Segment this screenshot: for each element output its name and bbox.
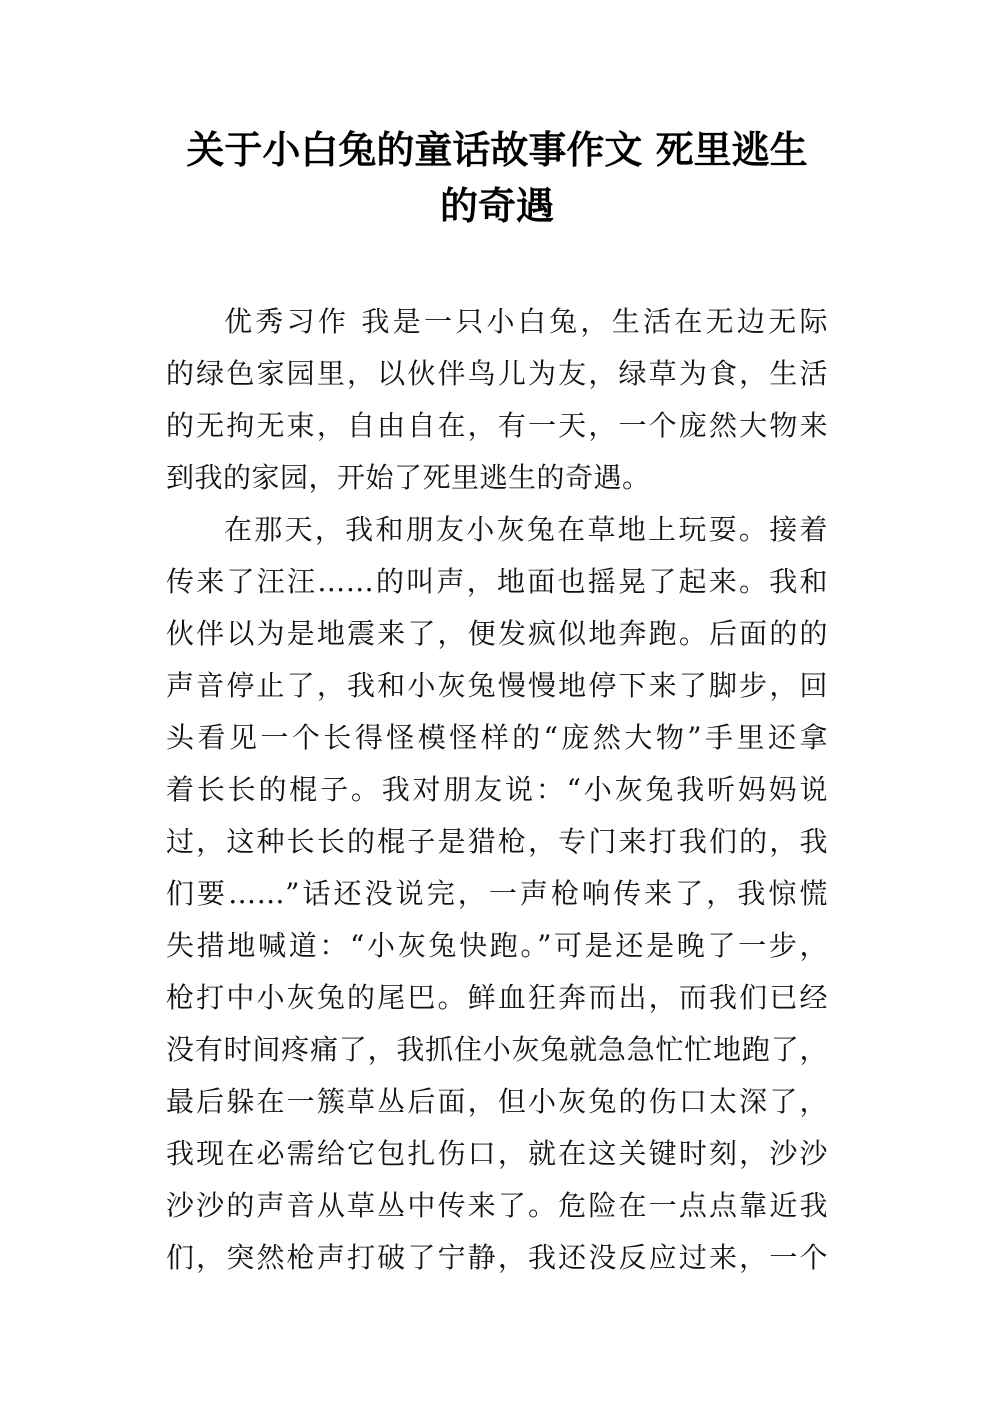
text-line: 枪打中小灰兔的尾巴。鲜血狂奔而出，而我们已经: [166, 981, 828, 1014]
text-line: 在那天，我和朋友小灰兔在草地上玩耍。接着: [224, 513, 828, 546]
text-line: 失措地喊道：“小灰兔快跑。”可是还是晚了一步，: [166, 929, 828, 962]
paragraph-2: [166, 504, 828, 1284]
text-line: 声音停止了，我和小灰兔慢慢地停下来了脚步，回: [166, 669, 828, 702]
document-title: [166, 122, 828, 234]
text-line: 我现在必需给它包扎伤口，就在这关键时刻，沙沙: [166, 1137, 828, 1170]
text-line: 着长长的棍子。我对朋友说：“小灰兔我听妈妈说: [166, 773, 828, 806]
text-line: 们，突然枪声打破了宁静，我还没反应过来，一个: [166, 1241, 828, 1274]
text-line: 伙伴以为是地震来了，便发疯似地奔跑。后面的的: [166, 617, 828, 650]
text-line: 头看见一个长得怪模怪样的“庞然大物”手里还拿: [166, 721, 828, 754]
text-line: 沙沙的声音从草丛中传来了。危险在一点点靠近我: [166, 1189, 828, 1222]
text-line: 们要……”话还没说完，一声枪响传来了，我惊慌: [166, 877, 828, 910]
text-line: 的绿色家园里，以伙伴鸟儿为友，绿草为食，生活: [166, 357, 828, 390]
paragraph-1: [166, 296, 828, 504]
text-line: 优秀习作 我是一只小白兔，生活在无边无际: [224, 305, 828, 338]
text-line: 最后躲在一簇草丛后面，但小灰兔的伤口太深了，: [166, 1085, 828, 1118]
text-line: 传来了汪汪……的叫声，地面也摇晃了起来。我和: [166, 565, 828, 598]
text-line: 过，这种长长的棍子是猎枪，专门来打我们的，我: [166, 825, 828, 858]
text-line: 没有时间疼痛了，我抓住小灰兔就急急忙忙地跑了，: [166, 1033, 828, 1066]
text-line: 的无拘无束，自由自在，有一天，一个庞然大物来: [166, 409, 828, 442]
document-body: [166, 296, 828, 1284]
text-line: 到我的家园，开始了死里逃生的奇遇。: [166, 461, 651, 494]
title-line: 的奇遇: [439, 184, 554, 228]
title-line: 关于小白兔的童话故事作文 死里逃生: [186, 128, 808, 172]
